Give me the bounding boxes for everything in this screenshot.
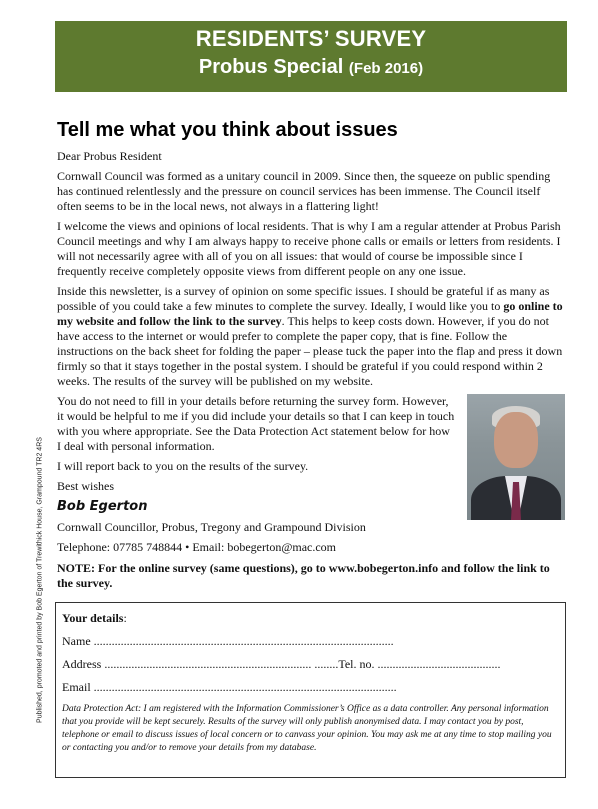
details-title-row: Your details:: [62, 611, 127, 625]
letter-body: [57, 118, 565, 596]
page-heading: Tell me what you think about issues: [57, 119, 398, 141]
paragraph-2: I welcome the views and opinions of local residents. That is why I am a regular attender at Probus Parish Council meetings and why I am always happy to receive phone calls or emails or letters from residents. I will not necessarily agree with all of you on all issues: that would of course be impossible since I frequently receive completely opposite views from different people on any one issue.: [57, 219, 561, 278]
online-instruction: go online to my website and follow the link to the survey: [57, 299, 563, 328]
survey-banner: [55, 21, 567, 92]
paragraph-5: I will report back to you on the results of the survey.: [57, 459, 309, 473]
address-tel-field[interactable]: Address ..................................................................... ........Tel. no. .........................................: [62, 657, 501, 671]
councillor-role: Cornwall Councillor, Probus, Tregony and Grampound Division: [57, 520, 366, 534]
contact-line: Telephone: 07785 748844 • Email: bobegerton@mac.com: [57, 540, 337, 554]
imprint-text: Published, promoted and printed by Bob Egerton of Trewithick House, Grampound TR2 4RS: [36, 437, 44, 723]
name-field[interactable]: Name ....................................................................................................: [62, 634, 394, 648]
your-details-box: [55, 602, 566, 778]
online-survey-note: NOTE: For the online survey (same questions), go to www.bobegerton.info and follow the link to the survey.: [57, 561, 550, 590]
banner-title: RESIDENTS’ SURVEY: [195, 26, 427, 51]
banner-date: (Feb 2016): [348, 60, 424, 77]
details-title: Your details: [62, 611, 124, 625]
greeting: Dear Probus Resident: [57, 149, 162, 163]
paragraph-3-end: . This helps to keep costs down. However, if you do not have access to the internet or would prefer to complete the paper copy, that is fine. Follow the instructions on the back sheet for folding the paper – please tuck the paper into the flap and press it down firmly so that it stays together in the postal system. I should be grateful if you could respond within 2 weeks. The results of the survey will be published on my website.: [57, 314, 563, 388]
signature: Bob Egerton: [57, 499, 148, 514]
signoff-section: [57, 394, 565, 555]
banner-subtitle: Probus Special: [198, 56, 344, 78]
email-field[interactable]: Email .....................................................................................................: [62, 680, 397, 694]
councillor-photo: [467, 394, 565, 520]
paragraph-4: You do not need to fill in your details before returning the survey form. However, it would be helpful to me if you did include your details so that I can keep in touch with you where appropriate. See the Data Protection Act statement below for how I deal with personal information.: [57, 394, 455, 453]
data-protection-statement: Data Protection Act: I am registered with the Information Commissioner’s Office as a data controller. Any personal information that you provide will be kept securely. Results of the survey will only publish anonymised data. I may contact you by post, telephone or email to discuss issues of local concern or to canvass your opinion. You may ask me at any time to stop mailing you or contacting you and/or to remove your details from my database.: [62, 704, 552, 753]
banner-subtitle-line: [55, 54, 567, 82]
paragraph-1: Cornwall Council was formed as a unitary council in 2009. Since then, the squeeze on public spending has continued relentlessly and the pressure on council services has been immense. The Council itself often seems to be in the local news, not always in a flattering light!: [57, 169, 551, 213]
paragraph-3-start: Inside this newsletter, is a survey of opinion on some specific issues. I should be grateful if as many as possible of you could take a few minutes to complete the survey. Ideally, I would like you to: [57, 284, 550, 313]
closing: Best wishes: [57, 479, 114, 493]
paragraph-3: [57, 284, 565, 389]
imprint-sidebar: [30, 420, 50, 740]
